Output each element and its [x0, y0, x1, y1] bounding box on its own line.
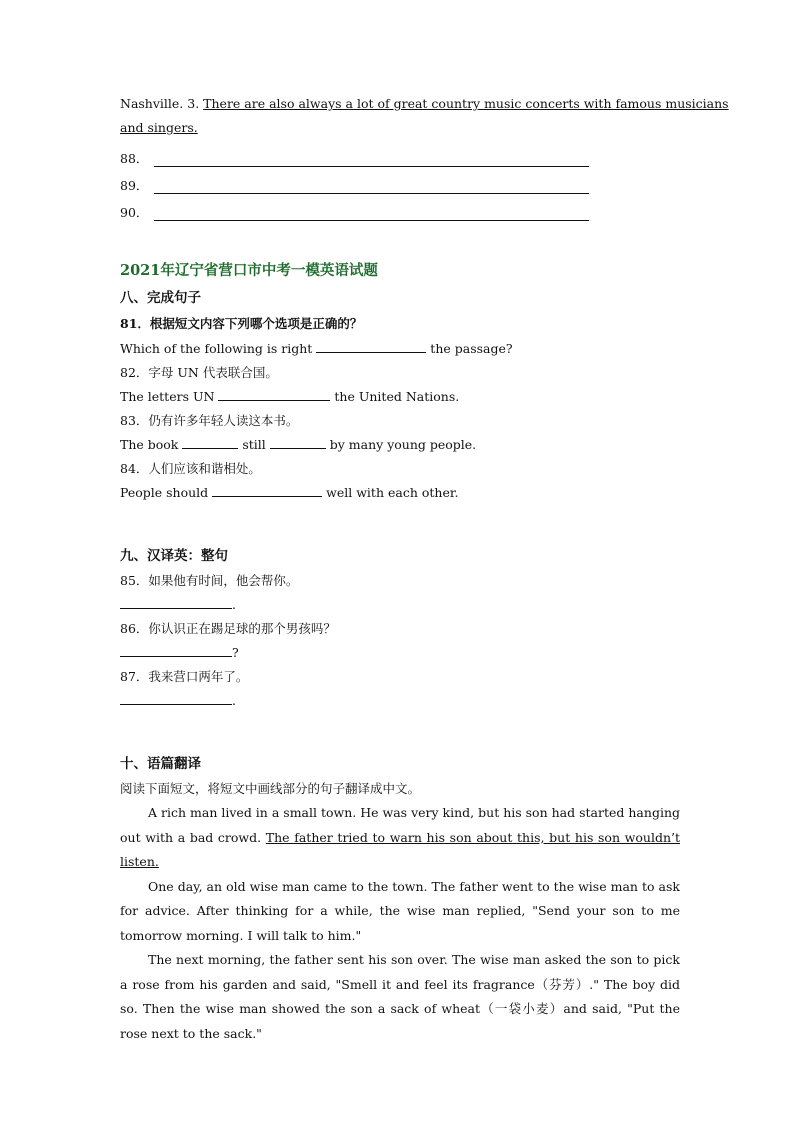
prev-passage-line-1	[120, 92, 729, 116]
prev-passage-line-2	[120, 116, 680, 140]
question-87-answer	[120, 689, 680, 713]
sentence-part: well with each other.	[326, 485, 459, 500]
section-9-heading: 九、汉译英：整句	[120, 548, 228, 564]
question-86-answer	[120, 641, 680, 665]
question-81-sentence	[120, 337, 680, 361]
passage-paragraph-1	[120, 801, 680, 875]
question-81-label: 81．根据短文内容下列哪个选项是正确的？	[120, 316, 363, 331]
exam-title: 2021年辽宁省营口市中考一模英语试题	[120, 262, 378, 279]
fill-blank[interactable]	[270, 434, 326, 449]
fill-blank[interactable]	[218, 386, 330, 401]
sentence-part: The letters UN	[120, 389, 215, 404]
question-83-label: 83．仍有许多年轻人读这本书。	[120, 413, 299, 428]
prev-line-lead: Nashville. 3.	[120, 96, 200, 111]
sentence-part: the passage?	[430, 341, 513, 356]
passage-paragraph-2: One day, an old wise man came to the town. The father went to the wise man to ask for advice. After thinking for a while, the wise man replied, "Send your son to me tomorrow morning. I will talk to him."	[120, 878, 680, 943]
answer-blank[interactable]	[154, 179, 589, 194]
fill-blank[interactable]	[120, 690, 232, 705]
prev-underlined-sentence: There are also always a lot of great country music concerts with famous musicians	[203, 96, 729, 111]
answer-number: 90．	[120, 205, 149, 220]
sentence-part: by many young people.	[329, 437, 477, 452]
underlined-sentence: The father tried to warn his son about this, but his son wouldn’t listen.	[120, 829, 680, 869]
fill-blank[interactable]	[316, 338, 426, 353]
sentence-part: Which of the following is right	[120, 341, 313, 356]
section-10-heading: 十、语篇翻译	[120, 756, 201, 772]
section-10-instruction: 阅读下面短文，将短文中画线部分的句子翻译成中文。	[120, 781, 421, 796]
prev-underlined-sentence-end: and singers.	[120, 120, 198, 135]
sentence-part: People should	[120, 485, 209, 500]
fill-blank[interactable]	[120, 594, 232, 609]
question-83-sentence	[120, 433, 680, 457]
fill-blank[interactable]	[182, 434, 238, 449]
answer-line-90	[120, 194, 680, 221]
question-84-sentence	[120, 481, 680, 505]
passage-paragraph-3: The next morning, the father sent his son over. The wise man asked the son to pick a rose from his garden and said, "Smell it and feel its fragrance（芬芳）." The boy did so. Then the wise man showed the son a sack of wheat（一袋小麦）and said, "Put the rose next to the sack."	[120, 952, 680, 1041]
question-86-label: 86．你认识正在踢足球的那个男孩吗？	[120, 621, 336, 636]
question-85-answer	[120, 593, 680, 617]
question-82-label: 82．字母 UN 代表联合国。	[120, 365, 278, 380]
question-82-sentence	[120, 385, 680, 409]
answer-number: 88．	[120, 151, 149, 166]
exam-page	[120, 92, 729, 1046]
section-8-heading: 八、完成句子	[120, 290, 201, 306]
answer-number: 89．	[120, 178, 149, 193]
sentence-end: .	[232, 693, 236, 708]
sentence-part: The book	[120, 437, 179, 452]
answer-line-88	[120, 140, 680, 167]
fill-blank[interactable]	[212, 482, 322, 497]
answer-blank[interactable]	[154, 206, 589, 221]
paragraph-text: A rich man lived in a small town. He was very kind, but his son had started hanging out with a bad crowd.	[120, 805, 680, 845]
answer-line-89	[120, 167, 680, 194]
question-87-label: 87．我来营口两年了。	[120, 669, 249, 684]
sentence-part: the United Nations.	[334, 389, 460, 404]
sentence-end: .	[232, 597, 236, 612]
sentence-end: ?	[232, 645, 239, 660]
sentence-part: still	[242, 437, 266, 452]
question-85-label: 85．如果他有时间，他会帮你。	[120, 573, 299, 588]
question-84-label: 84．人们应该和谐相处。	[120, 461, 261, 476]
answer-blank[interactable]	[154, 152, 589, 167]
fill-blank[interactable]	[120, 642, 232, 657]
